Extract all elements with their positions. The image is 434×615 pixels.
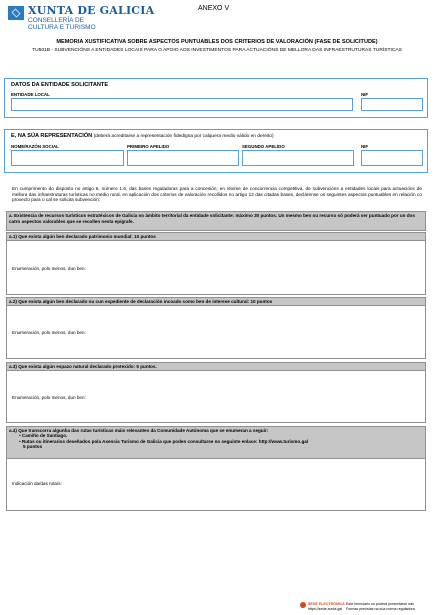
footer-url[interactable]: https://sede.xunta.gal <box>308 607 343 611</box>
document-subtitle: TU501B - SUBVENCIÓNS A ENTIDADES LOCAIS PARA O APOIO AOS INVESTIMENTOS PARA ACTUACIÓNS DE MELLORA DAS INFRAESTRUTURAS TURÍSTICAS <box>32 48 402 53</box>
representative-heading: E, NA SÚA REPRESENTACIÓN (deberá acreditarse a representación fidedigna por calquera medio válido en dereito) <box>11 133 274 139</box>
surname1-label: PRIMEIRO APELIDO <box>127 144 170 149</box>
annex-label: ANEXO V <box>198 5 230 12</box>
surname2-field[interactable] <box>242 150 354 166</box>
criterion-a1-heading: a.1) Que exista algún ben declarado patrimonio mundial: 10 puntos <box>6 232 426 241</box>
applicant-nif-field[interactable] <box>361 98 423 111</box>
sede-badge: SEDE ELECTRÓNICA <box>308 602 345 606</box>
criterion-a4-heading: a.4) Que transcorra algunha das rutas turísticas máis relevantes da Comunidade Autónoma que se enumeran a seguir: • Camiño de Santiago. • Rutas ou itinerarios deseñados pola Axencia Turismo de Galicia que poden consultarse no seguinte enlace: http://www.turismo.gal 5 puntos <box>6 426 426 459</box>
name-label: NOME/RAZÓN SOCIAL <box>11 144 59 149</box>
footer-note-2: Formas previstas na súa norma reguladora <box>346 607 415 611</box>
footer-note: Este formulario só poderá presentarse nas <box>346 602 414 606</box>
entity-label: ENTIDADE LOCAL <box>11 92 50 97</box>
representative-panel <box>4 129 428 173</box>
sede-icon <box>300 602 306 608</box>
applicant-nif-label: NIF <box>361 92 369 97</box>
representative-nif-field[interactable] <box>361 150 423 166</box>
intro-paragraph: En cumprimento do disposto no artigo 6, número 1.6, das bases reguladoras para a concesión, en réxime de concorrencia competitiva, de subvencións a entidades locais para actuacións de mellora das infraestruturas turísticas no medio rural, en aplicación dos criterios de valoración recollidos no artigo 13 das citadas bases, declárense os seguintes aspectos puntuables en relación co proxecto para o cal se solicita subvención: <box>12 186 422 203</box>
applicant-panel <box>4 78 428 118</box>
surname1-field[interactable] <box>127 150 239 166</box>
applicant-heading: DATOS DA ENTIDADE SOLICITANTE <box>11 82 109 88</box>
document-title: MEMORIA XUSTIFICATIVA SOBRE ASPECTOS PUNTUABLES DOS CRITERIOS DE VALORACIÓN (FASE DE SOLICITUDE) <box>56 39 378 45</box>
org-name: XUNTA DE GALICIA <box>28 4 155 17</box>
criterion-a3-heading: a.3) Que exista algún espazo natural declarado protexido: 5 puntos. <box>6 362 426 371</box>
name-field[interactable] <box>11 150 124 166</box>
entity-field[interactable] <box>11 98 353 111</box>
criterion-a2-area[interactable] <box>6 306 426 359</box>
representative-nif-label: NIF <box>361 144 369 149</box>
a4-route-label: Indicación da/das ruta/s: <box>12 481 62 486</box>
criterion-a4-area[interactable] <box>6 459 426 511</box>
criterion-a1-area[interactable] <box>6 241 426 295</box>
a1-enum-label: Enumeración, polo menos, dun ben: <box>12 266 86 271</box>
department-name: CONSELLERÍA DE CULTURA E TURISMO <box>28 17 96 31</box>
criterion-a-heading: a. Existencia de recursos turísticos estratéxicos de Galicia no ámbito territorial da entidade solicitante: máximo 30 puntos. Un mesmo ben ou recurso só poderá ser puntuado por un dos catro aspectos valorables que se recollen nesta epígrafe. <box>6 211 426 231</box>
xunta-logo-icon <box>8 6 24 20</box>
a2-enum-label: Enumeración, polo menos, dun ben: <box>12 330 86 335</box>
a3-enum-label: Enumeración, polo menos, dun ben: <box>12 395 86 400</box>
criterion-a2-heading: a.2) Que exista algún ben declarado ou cun expediente de declaración incoado como ben de interese cultural: 10 puntos <box>6 297 426 306</box>
criterion-a3-area[interactable] <box>6 371 426 423</box>
surname2-label: SEGUNDO APELIDO <box>242 144 285 149</box>
